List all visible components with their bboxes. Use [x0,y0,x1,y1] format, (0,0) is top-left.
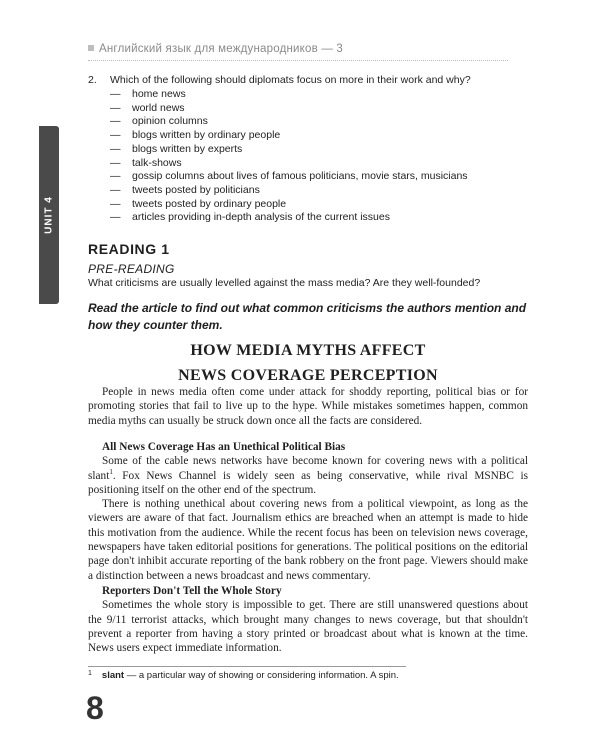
unit-tab-label: UNIT 4 [43,196,55,234]
question-text: Which of the following should diplomats focus on more in their work and why? [110,74,471,86]
running-title: Английский язык для международников — 3 [99,43,344,55]
unit-tab [39,126,59,304]
article-section-1 [88,440,528,583]
paragraph: Sometimes the whole story is impossible to get. There are still unanswered questions about the 9/11 terrorist attacks, which brought many changes to news coverage, but that shouldn't prevent a reporter from having a story printed or broadcast about what is known at the time. News users expect immediate information. [88,599,528,655]
footnote [88,670,399,681]
article-section-2 [88,584,528,655]
list-item: — tweets posted by ordinary people [110,197,287,210]
list-item: — opinion columns [110,115,208,128]
question-line [88,73,528,88]
option-list [88,88,528,225]
section-heading: All News Coverage Has an Unethical Political Bias [102,441,346,453]
paragraph: Some of the cable news networks have become known for covering news with a political slant$^1$. Fox News Channel is widely seen as being conservative, while rival MSNBC is positioning itself on the other end of the spectrum. [88,455,528,496]
list-item: — gossip columns about lives of famous politicians, movie stars, musicians [110,170,468,183]
list-item: — world news [110,101,185,114]
list-item: — tweets posted by politicians [110,183,260,196]
question-number: 2. [88,74,97,86]
question-block [88,73,528,225]
footnote-mark: 1 [88,670,92,677]
list-item: — talk-shows [110,156,182,169]
reading-title: READING 1 [88,241,170,257]
list-item: — articles providing in-depth analysis of the current issues [110,211,390,224]
pre-reading-label: PRE-READING [88,262,175,276]
section-heading: Reporters Don't Tell the Whole Story [102,585,282,597]
footnote-rule [88,666,406,667]
footnote-term: slant [101,670,125,681]
list-item: — blogs written by experts [110,142,243,155]
pre-reading-text: What criticisms are usually levelled against the mass media? Are they well-founded? [88,277,481,289]
footnote-ref: 1 [109,467,113,476]
list-item: — blogs written by ordinary people [110,129,281,142]
article-title-line-2: NEWS COVERAGE PERCEPTION [178,367,438,384]
page-number: 8 [86,690,104,726]
footnote-definition: — a particular way of showing or considering information. A spin. [124,670,399,681]
article-title [88,338,528,388]
task-instruction: Read the article to find out what common criticisms the authors mention and how they counter them. [88,301,527,332]
article-intro [88,385,528,428]
list-item: — home news [110,88,186,100]
paragraph: People in news media often come under attack for shoddy reporting, political bias or for promoting stories that fail to live up to the hype. While mistakes sometimes happen, common media myths can usually be struck down once all the facts are considered. [88,386,528,427]
article-title-line-1: HOW MEDIA MYTHS AFFECT [190,342,426,359]
header-square-icon [88,45,94,51]
running-header [88,43,508,55]
paragraph: There is nothing unethical about covering news from a political viewpoint, as long as the viewers are aware of that fact. Journalism ethics are breached when an attempt is made to hide this motivation from the audience. While the recent focus has been on television news coverage, newspapers have taken editorial positions for generations. The political positions on the editorial page don't inhibit accurate reporting of the bank robbery on the front page. Viewers should make a distinction between a news broadcast and news commentary. [88,498,528,582]
header-rule [88,60,508,61]
